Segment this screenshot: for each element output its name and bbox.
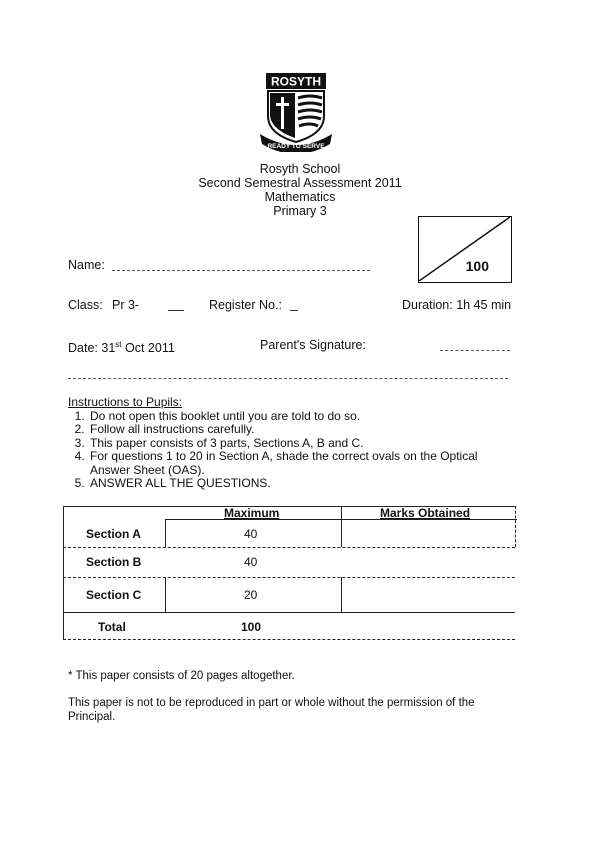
instruction-item: 5. ANSWER ALL THE QUESTIONS. xyxy=(88,477,520,491)
duration-text: Duration: 1h 45 min xyxy=(402,298,512,312)
date-day: 31 xyxy=(101,341,116,356)
score-total: 100 xyxy=(465,258,489,274)
signature-label: Parent's Signature: xyxy=(260,338,366,352)
class-label: Class: xyxy=(68,298,103,312)
date-suffix: st xyxy=(115,340,122,349)
table-col-rule xyxy=(165,577,166,612)
copyright-note: This paper is not to be reproduced in part or whole without the permission of the Principal. xyxy=(68,697,475,723)
instruction-item: 1. Do not open this booklet until you are told to do so. xyxy=(88,410,520,424)
date-rest: Oct 2011 xyxy=(125,341,175,356)
crest-motto: READY TO SERVE xyxy=(267,143,325,150)
table-row-rule xyxy=(63,577,515,578)
school-name: Rosyth School xyxy=(259,162,341,176)
assessment-title: Second Semestral Assessment 2011 xyxy=(198,176,402,190)
table-col-rule xyxy=(165,519,166,547)
table-border-bottom xyxy=(63,639,515,640)
row-section-a-label: Section A xyxy=(86,527,141,541)
name-label: Name: xyxy=(68,258,105,272)
table-row-rule xyxy=(63,547,515,548)
level-title: Primary 3 xyxy=(273,204,327,218)
pages-note: * This paper consists of 20 pages altogether. xyxy=(68,670,295,682)
row-section-b-label: Section B xyxy=(86,555,142,569)
header-marks-obtained: Marks Obtained xyxy=(380,506,471,520)
instruction-item: 4. For questions 1 to 20 in Section A, shade the correct ovals on the Optical Answer Sheet (OAS). xyxy=(88,450,520,477)
crest-name: ROSYTH xyxy=(270,74,322,89)
instruction-item: 2. Follow all instructions carefully. xyxy=(88,423,520,437)
row-total-label: Total xyxy=(98,620,126,634)
table-border-left xyxy=(63,506,64,639)
class-value: Pr 3- xyxy=(112,298,140,312)
instruction-item: 3. This paper consists of 3 parts, Sections A, B and C. xyxy=(88,437,520,451)
row-section-c-maximum: 20 xyxy=(244,588,258,602)
header-maximum: Maximum xyxy=(224,506,280,520)
row-section-a-maximum: 40 xyxy=(244,527,258,541)
table-border-right xyxy=(515,506,516,547)
table-col-rule xyxy=(341,506,342,547)
row-section-c-label: Section C xyxy=(86,588,142,602)
subject-title: Mathematics xyxy=(264,190,336,204)
row-section-b-maximum: 40 xyxy=(244,555,258,569)
register-label: Register No.: xyxy=(209,298,282,312)
row-total-maximum: 100 xyxy=(241,620,262,634)
date-label: Date: xyxy=(68,341,98,356)
table-col-rule xyxy=(341,577,342,612)
table-row-rule xyxy=(63,612,515,613)
instructions-title: Instructions to Pupils: xyxy=(68,395,183,409)
